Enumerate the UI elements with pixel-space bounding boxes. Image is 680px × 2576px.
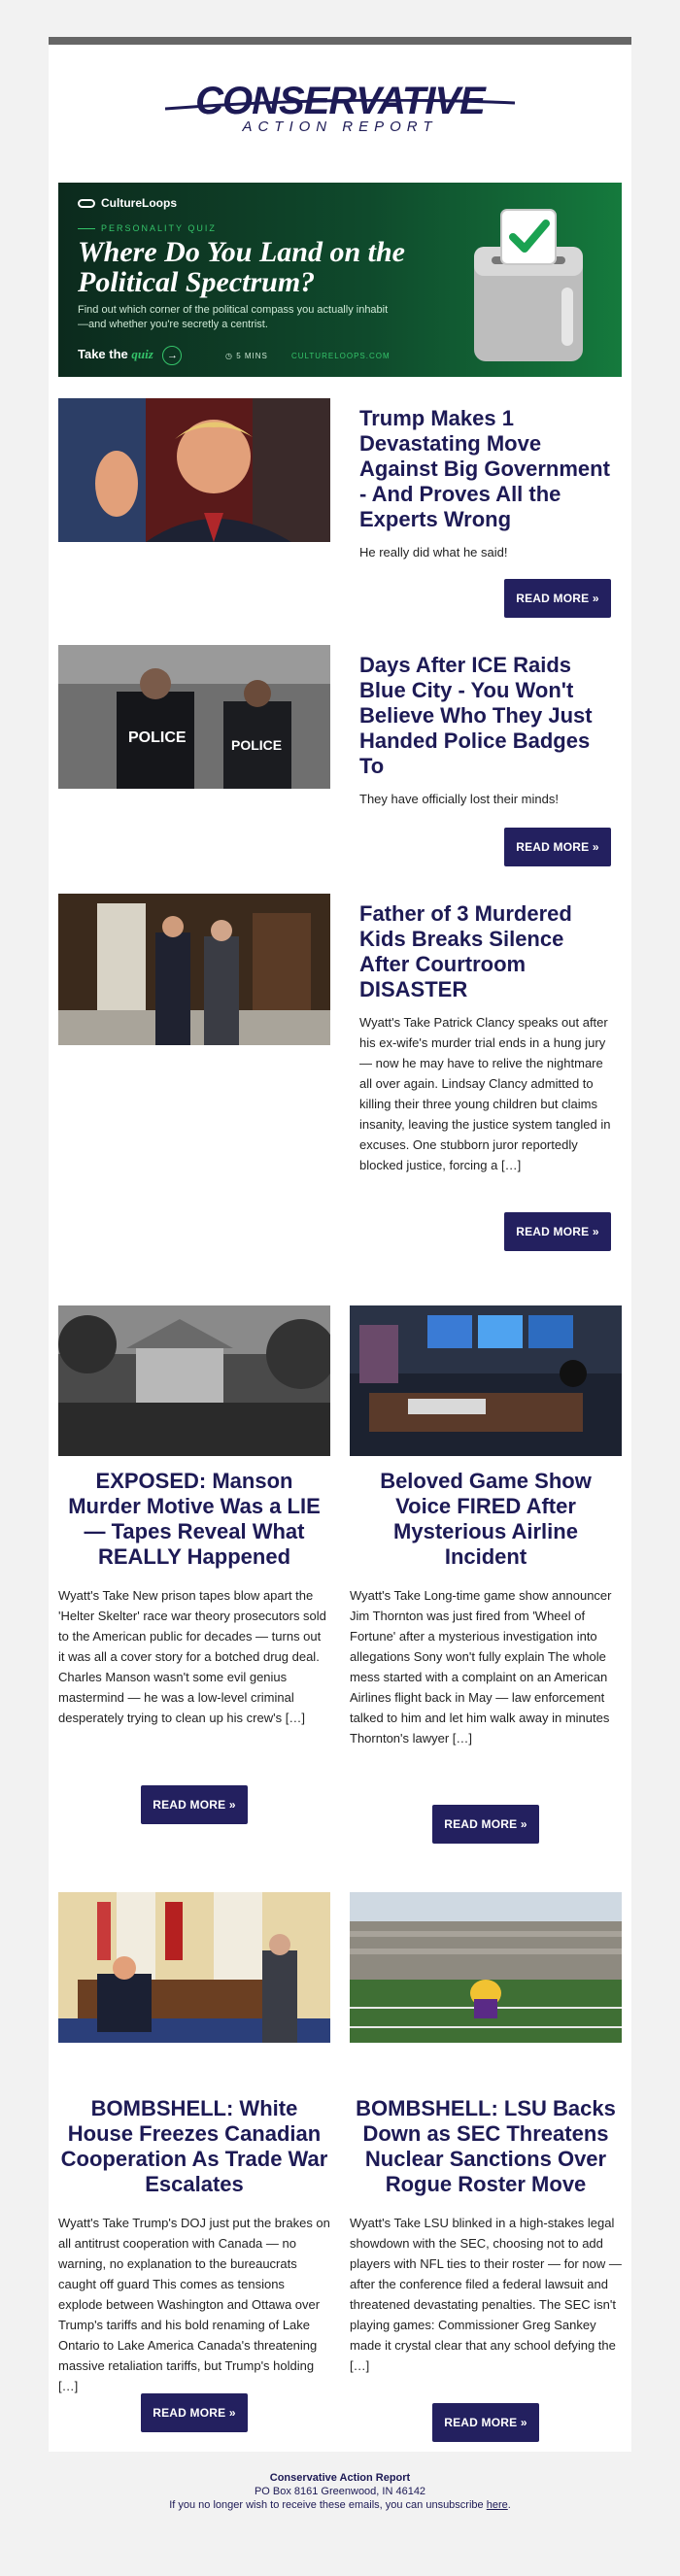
svg-text:POLICE: POLICE xyxy=(231,737,283,753)
card-4 xyxy=(350,2096,622,2376)
card-image-manson[interactable] xyxy=(58,1305,330,1456)
article-image-trump[interactable] xyxy=(58,398,330,542)
footer-address: PO Box 8161 Greenwood, IN 46142 xyxy=(254,2486,426,2497)
footer-unsubscribe xyxy=(49,2498,631,2512)
banner-cta[interactable] xyxy=(78,346,182,365)
ballot-box-icon xyxy=(464,204,593,365)
site-logo[interactable] xyxy=(49,82,631,144)
card-title[interactable]: Beloved Game Show Voice FIRED After Mysterious Airline Incident xyxy=(380,1469,592,1569)
read-more-button[interactable]: READ MORE » xyxy=(504,579,611,618)
loop-icon xyxy=(78,199,95,208)
article-summary: They have officially lost their minds! xyxy=(359,792,559,806)
email-footer xyxy=(49,2471,631,2512)
card-image-studio[interactable] xyxy=(350,1305,622,1456)
cta-prefix: Take the xyxy=(78,347,128,361)
logo-tagline: ACTION REPORT xyxy=(242,119,438,135)
logo-wordmark: CONSERVATIVE xyxy=(195,80,485,122)
card-title[interactable]: BOMBSHELL: White House Freezes Canadian Cooperation As Trade War Escalates xyxy=(60,2096,328,2196)
banner-headline: Where Do You Land on the Political Spectrum? xyxy=(78,236,406,298)
article-1 xyxy=(359,406,612,562)
svg-text:POLICE: POLICE xyxy=(128,729,187,746)
unsubscribe-link[interactable]: here xyxy=(486,2499,508,2511)
read-more-button[interactable]: READ MORE » xyxy=(504,828,611,866)
banner-description: Find out which corner of the political compass you actually inhabit—and whether you're secretly a centrist. xyxy=(78,304,389,330)
article-title[interactable]: Father of 3 Murdered Kids Breaks Silence After Courtroom DISASTER xyxy=(359,901,572,1001)
article-2 xyxy=(359,653,612,809)
card-image-stadium[interactable] xyxy=(350,1892,622,2043)
article-summary: Wyatt's Take Patrick Clancy speaks out after his ex-wife's murder trial ends in a hung jury — now he may have to relive the nightmare all over again. Lindsay Clancy admitted to killing their three young children but claims insanity, leaving the justice system tangled in excuses. One stubborn juror reportedly blocked justice, forcing a […] xyxy=(359,1015,611,1172)
banner-brand-name: CultureLoops xyxy=(101,196,177,210)
read-more-button[interactable]: READ MORE » xyxy=(504,1212,611,1251)
article-title[interactable]: Days After ICE Raids Blue City - You Won't Believe Who They Just Handed Police Badges To xyxy=(359,653,593,778)
cta-word: quiz xyxy=(131,347,153,361)
email-container xyxy=(49,37,631,2452)
card-summary: Wyatt's Take Trump's DOJ just put the brakes on all antitrust cooperation with Canada — no warning, no explanation to the bureaucrats caught off guard This comes as tensions explode between Washington and Ottawa over Trump's tariffs and his bold renaming of Lake Ontario to Lake America Canada's threatening massive retaliation tariffs, but Trump's holding […] xyxy=(58,2216,330,2393)
article-3 xyxy=(359,901,612,1175)
quiz-banner[interactable] xyxy=(58,183,622,377)
banner-brand xyxy=(78,196,177,210)
card-title[interactable]: BOMBSHELL: LSU Backs Down as SEC Threatens Nuclear Sanctions Over Rogue Roster Move xyxy=(356,2096,616,2196)
card-summary: Wyatt's Take Long-time game show announcer Jim Thornton was just fired from 'Wheel of Fortune' after a mysterious investigation into allegations Sony won't fully explain The whole mess started with a complaint on an American Airlines flight back in May — law enforcement talked to him and let him walk away in minutes Thornton's lawyer […] xyxy=(350,1588,612,1746)
unsubscribe-text: If you no longer wish to receive these emails, you can unsubscribe xyxy=(169,2499,484,2511)
article-image-police[interactable] xyxy=(58,645,330,789)
read-more-button[interactable]: READ MORE » xyxy=(141,2393,248,2432)
article-image-courtroom[interactable] xyxy=(58,894,330,1045)
article-title[interactable]: Trump Makes 1 Devastating Move Against Big Government - And Proves All the Experts Wrong xyxy=(359,406,610,531)
card-2 xyxy=(350,1469,622,1748)
banner-mins: 5 MINS xyxy=(236,352,268,360)
banner-site: CULTURELOOPS.COM xyxy=(291,352,391,360)
logo-swoosh xyxy=(165,99,515,111)
card-summary: Wyatt's Take New prison tapes blow apart the 'Helter Skelter' race war theory prosecutors sold to the American public for decades — turns out it was all a cover story for a botched drug deal. Charles Manson wasn't some evil genius mastermind — he was a low-level criminal desperately trying to clean up his crew's […] xyxy=(58,1588,326,1725)
read-more-button[interactable]: READ MORE » xyxy=(432,1805,539,1844)
card-image-oval-office[interactable] xyxy=(58,1892,330,2043)
banner-duration: ◷ 5 MINS xyxy=(225,352,268,360)
unsubscribe-period: . xyxy=(507,2499,511,2511)
arrow-right-icon[interactable]: → xyxy=(162,346,182,365)
card-summary: Wyatt's Take LSU blinked in a high-stakes legal showdown with the SEC, choosing not to add players with NFL ties to their roster — for now — after the conference filed a federal lawsuit and threatened devastating penalties. The SEC isn't playing games: Commissioner Greg Sankey made it crystal clear that any school defying the […] xyxy=(350,2216,622,2373)
article-summary: He really did what he said! xyxy=(359,545,508,559)
card-title[interactable]: EXPOSED: Manson Murder Motive Was a LIE — Tapes Reveal What REALLY Happened xyxy=(68,1469,321,1569)
card-3 xyxy=(58,2096,330,2396)
banner-kicker: PERSONALITY QUIZ xyxy=(78,223,217,233)
read-more-button[interactable]: READ MORE » xyxy=(432,2403,539,2442)
card-1 xyxy=(58,1469,330,1728)
footer-org: Conservative Action Report xyxy=(269,2472,411,2484)
read-more-button[interactable]: READ MORE » xyxy=(141,1785,248,1824)
